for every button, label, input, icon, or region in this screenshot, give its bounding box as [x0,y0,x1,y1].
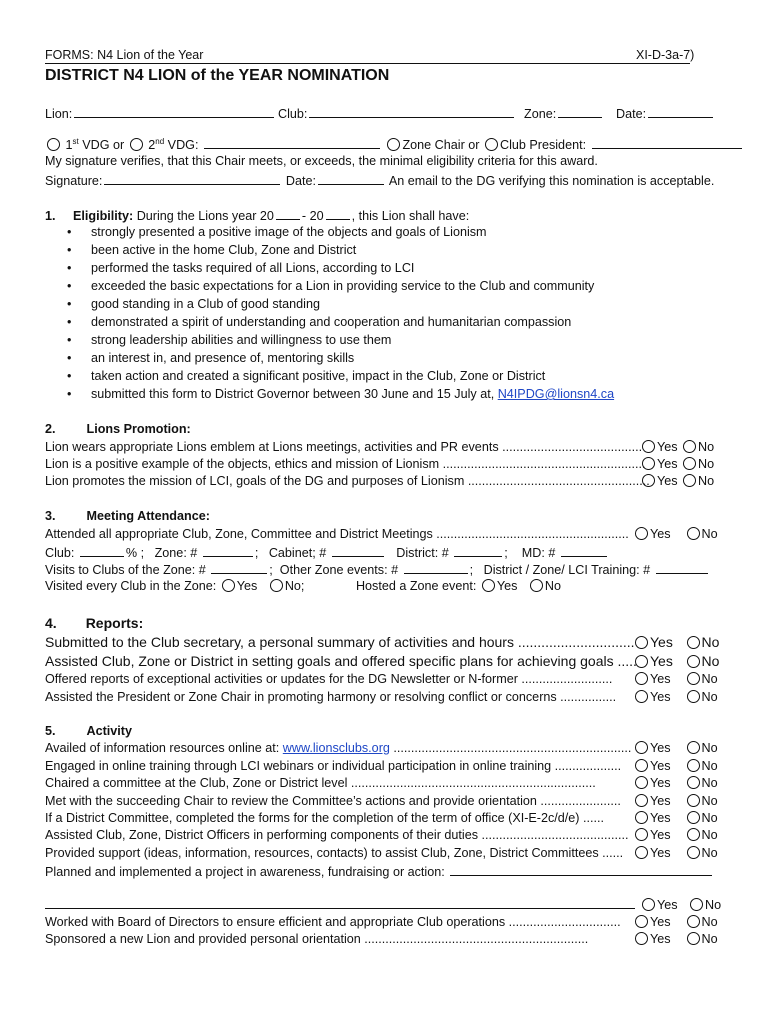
yes-no-radio-group: Yes No [640,440,714,454]
second-vdg-radio[interactable] [130,138,143,151]
lion-field[interactable] [45,105,276,121]
yes-radio[interactable] [635,527,648,540]
lionsclubs-link[interactable]: www.lionsclubs.org [282,741,390,755]
yes-no-radio-group: Yes No [633,690,718,704]
yes-radio[interactable] [635,636,648,649]
no-radio[interactable] [687,932,700,945]
other-zone-events-field[interactable] [404,561,468,574]
activity-item: Availed of information resources online at: www.lionsclubs.org .................................................................... [45,741,632,755]
yes-radio[interactable] [635,672,648,685]
no-radio[interactable] [687,776,700,789]
club-visits-field[interactable] [211,561,267,574]
yes-radio[interactable] [635,811,648,824]
signature-row: Signature: Date: An email to the DG verifying this nomination is acceptable. [45,174,715,188]
no-radio[interactable] [687,655,700,668]
promotion-item: Lion wears appropriate Lions emblem at Lions meetings, activities and PR events ........................................ [45,440,643,454]
no-radio[interactable] [687,759,700,772]
yes-radio[interactable] [635,846,648,859]
planned-project-row: Planned and implemented a project in awareness, fundraising or action: [45,863,714,879]
no-radio[interactable] [687,811,700,824]
yes-no-radio-group: Yes No [633,846,718,860]
yes-radio[interactable] [635,794,648,807]
yes-no-radio-group: Yes No [633,932,718,946]
governor-email-link[interactable]: N4IPDG@lionsn4.ca [497,387,615,401]
yes-radio[interactable] [635,776,648,789]
md-count-field[interactable] [561,544,607,557]
visited-no-radio[interactable] [270,579,283,592]
no-radio[interactable] [683,457,696,470]
promotion-item: Lion is a positive example of the objects, ethics and mission of Lionism .......................................................... [45,457,646,471]
attendance-counts-row: Club: % ; Zone: # ; Cabinet; # District: # ; MD: # [45,544,609,560]
zone-label: Zone: [524,107,557,121]
year-start-field[interactable] [276,207,300,220]
yes-radio[interactable] [635,741,648,754]
lion-label: Lion: [45,107,73,121]
year-end-field[interactable] [326,207,350,220]
yes-no-radio-group: Yes No [633,653,719,669]
no-radio[interactable] [687,846,700,859]
report-item: Submitted to the Club secretary, a personal summary of activities and hours .............................. [45,634,635,650]
yes-radio[interactable] [642,898,655,911]
yes-radio[interactable] [635,915,648,928]
yes-no-radio-group: Yes No [633,811,718,825]
yes-no-radio-group: Yes No [633,741,718,755]
club-attendance-field[interactable] [80,544,124,557]
yes-radio[interactable] [635,759,648,772]
no-radio[interactable] [687,794,700,807]
activity-item: Engaged in online training through LCI webinars or individual participation in online training ................... [45,759,622,773]
signature-field[interactable] [104,172,280,185]
hosted-no-radio[interactable] [530,579,543,592]
date-label: Date: [616,107,647,121]
chair-name-field[interactable] [592,136,742,149]
activity-item: Sponsored a new Lion and provided personal orientation ................................................................ [45,932,589,946]
yes-radio[interactable] [635,655,648,668]
yes-no-radio-group: Yes No [633,759,718,773]
yes-no-radio-group: Yes No [640,898,721,912]
yes-no-radio-group: Yes No [633,915,718,929]
no-radio[interactable] [687,828,700,841]
activity-item: Chaired a committee at the Club, Zone or District level ...................................................................... [45,776,596,790]
club-field[interactable] [278,105,516,121]
activity-item: Assisted Club, Zone, District Officers in performing components of their duties .......................................... [45,828,629,842]
yes-no-radio-group: Yes No [640,474,714,488]
section-4-heading: 4. Reports: [45,615,144,631]
form-code-right: XI-D-3a-7) [636,48,695,62]
yes-no-radio-group: Yes No [633,794,718,808]
page-title: DISTRICT N4 LION of the YEAR NOMINATION [45,67,390,84]
no-radio[interactable] [687,915,700,928]
activity-item: Worked with Board of Directors to ensure efficient and appropriate Club operations ................................ [45,915,621,929]
no-radio[interactable] [683,440,696,453]
header-rule [45,63,690,64]
yes-no-radio-group: Yes No [633,634,719,650]
yes-radio[interactable] [642,474,655,487]
no-radio[interactable] [690,898,703,911]
visited-row: Visited every Club in the Zone: Yes No; Hosted a Zone event: Yes No [45,579,562,593]
section-1-heading: 1. Eligibility: During the Lions year 20 - 20 , this Lion shall have: [45,209,470,223]
activity-item: Provided support (ideas, information, resources, contacts) to assist Club, Zone, District Committees ...... [45,846,624,860]
activity-item: Met with the succeeding Chair to review the Committee’s actions and provide orientation ....................... [45,794,621,808]
attendance-item: Attended all appropriate Club, Zone, Committee and District Meetings ....................................................... [45,527,629,541]
promotion-item: Lion promotes the mission of LCI, goals of the DG and purposes of Lionism .................................................... [45,474,650,488]
district-count-field[interactable] [454,544,502,557]
section-2-heading: 2. Lions Promotion: [45,422,191,436]
zone-chair-radio[interactable] [387,138,400,151]
yes-radio[interactable] [642,457,655,470]
vdg-name-field[interactable] [204,136,380,149]
visited-yes-radio[interactable] [222,579,235,592]
date-field[interactable] [616,105,715,121]
section-5-heading: 5. Activity [45,724,133,738]
activity-item: If a District Committee, completed the forms for the completion of the term of office (XI-E-2c/d/e) ...... [45,811,604,825]
yes-no-radio-group: Yes No [633,776,718,790]
yes-no-radio-group: Yes No [633,672,718,686]
report-item: Assisted the President or Zone Chair in promoting harmony or resolving conflict or concerns ................ [45,690,617,704]
club-president-radio[interactable] [485,138,498,151]
no-radio[interactable] [687,672,700,685]
first-vdg-radio[interactable] [47,138,60,151]
report-item: Assisted Club, Zone or District in setting goals and offered specific plans for achieving goals ..... [45,653,637,669]
section-3-heading: 3. Meeting Attendance: [45,509,210,523]
vdg-row: 1st VDG or 2nd VDG: Zone Chair or Club President: [45,136,744,152]
club-label: Club: [278,107,308,121]
visits-row: Visits to Clubs of the Zone: # ; Other Zone events: # ; District / Zone/ LCI Training: # [45,561,710,577]
hosted-yes-radio[interactable] [482,579,495,592]
signature-note: My signature verifies, that this Chair meets, or exceeds, the minimal eligibility criteria for this award. [45,154,598,168]
yes-no-radio-group: Yes No [633,828,718,842]
yes-no-radio-group: Yes No [633,527,718,541]
form-code-left: FORMS: N4 Lion of the Year [45,48,204,62]
yes-radio[interactable] [642,440,655,453]
zone-count-field[interactable] [203,544,253,557]
yes-radio[interactable] [635,828,648,841]
yes-radio[interactable] [635,932,648,945]
planned-project-field[interactable] [450,863,712,876]
yes-no-radio-group: Yes No [640,457,714,471]
report-item: Offered reports of exceptional activities or updates for the DG Newsletter or N-former .......................... [45,672,613,686]
no-radio[interactable] [687,527,700,540]
cabinet-count-field[interactable] [332,544,384,557]
planned-project-field-line2[interactable] [45,896,635,909]
signature-date-field[interactable] [318,172,384,185]
no-radio[interactable] [687,690,700,703]
zone-field[interactable] [524,105,604,121]
lci-training-field[interactable] [656,561,708,574]
no-radio[interactable] [687,636,700,649]
no-radio[interactable] [683,474,696,487]
yes-radio[interactable] [635,690,648,703]
no-radio[interactable] [687,741,700,754]
